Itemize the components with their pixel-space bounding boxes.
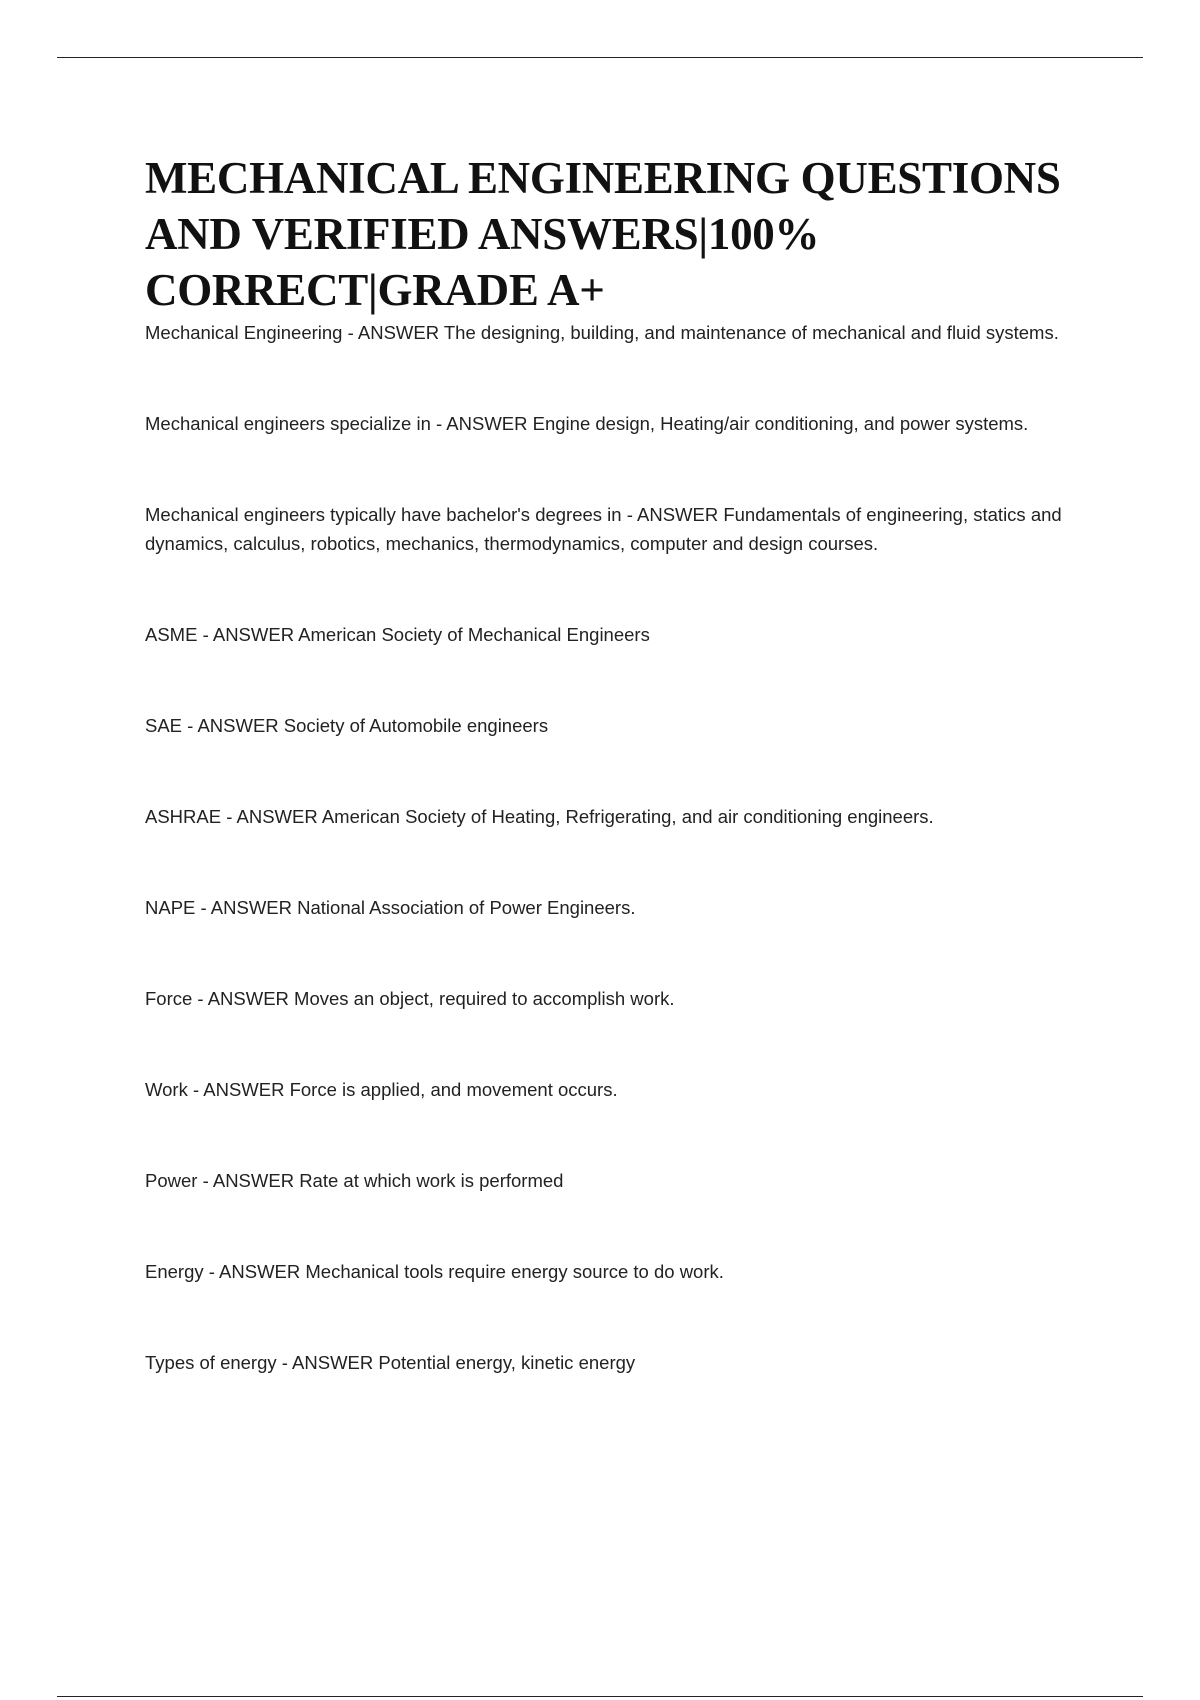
qa-entry: ASME - ANSWER American Society of Mechanical Engineers — [145, 624, 650, 645]
qa-entry: Types of energy - ANSWER Potential energy, kinetic energy — [145, 1352, 636, 1373]
qa-entry: Mechanical engineers typically have bachelor's degrees in - ANSWER Fundamentals of engineering, statics and dynamics, calculus, robotics, mechanics, thermodynamics, computer and design courses. — [145, 504, 1062, 554]
document-title: MECHANICAL ENGINEERING QUESTIONS AND VERIFIED ANSWERS|100% CORRECT|GRADE A+ — [145, 153, 1061, 315]
qa-entry: NAPE - ANSWER National Association of Power Engineers. — [145, 897, 636, 918]
qa-entry: Power - ANSWER Rate at which work is performed — [145, 1170, 564, 1191]
qa-entry: Mechanical Engineering - ANSWER The designing, building, and maintenance of mechanical and fluid systems. — [145, 322, 1059, 343]
bottom-divider — [57, 1696, 1143, 1697]
top-divider — [57, 57, 1143, 58]
qa-entry: Mechanical engineers specialize in - ANSWER Engine design, Heating/air conditioning, and power systems. — [145, 413, 1029, 434]
qa-entry: SAE - ANSWER Society of Automobile engineers — [145, 715, 549, 736]
qa-list — [145, 318, 1075, 1377]
qa-entry: Work - ANSWER Force is applied, and movement occurs. — [145, 1079, 618, 1100]
qa-entry: Energy - ANSWER Mechanical tools require energy source to do work. — [145, 1261, 724, 1282]
document-body — [145, 150, 1075, 1377]
qa-entry: Force - ANSWER Moves an object, required to accomplish work. — [145, 988, 675, 1009]
qa-entry: ASHRAE - ANSWER American Society of Heating, Refrigerating, and air conditioning engineers. — [145, 806, 934, 827]
